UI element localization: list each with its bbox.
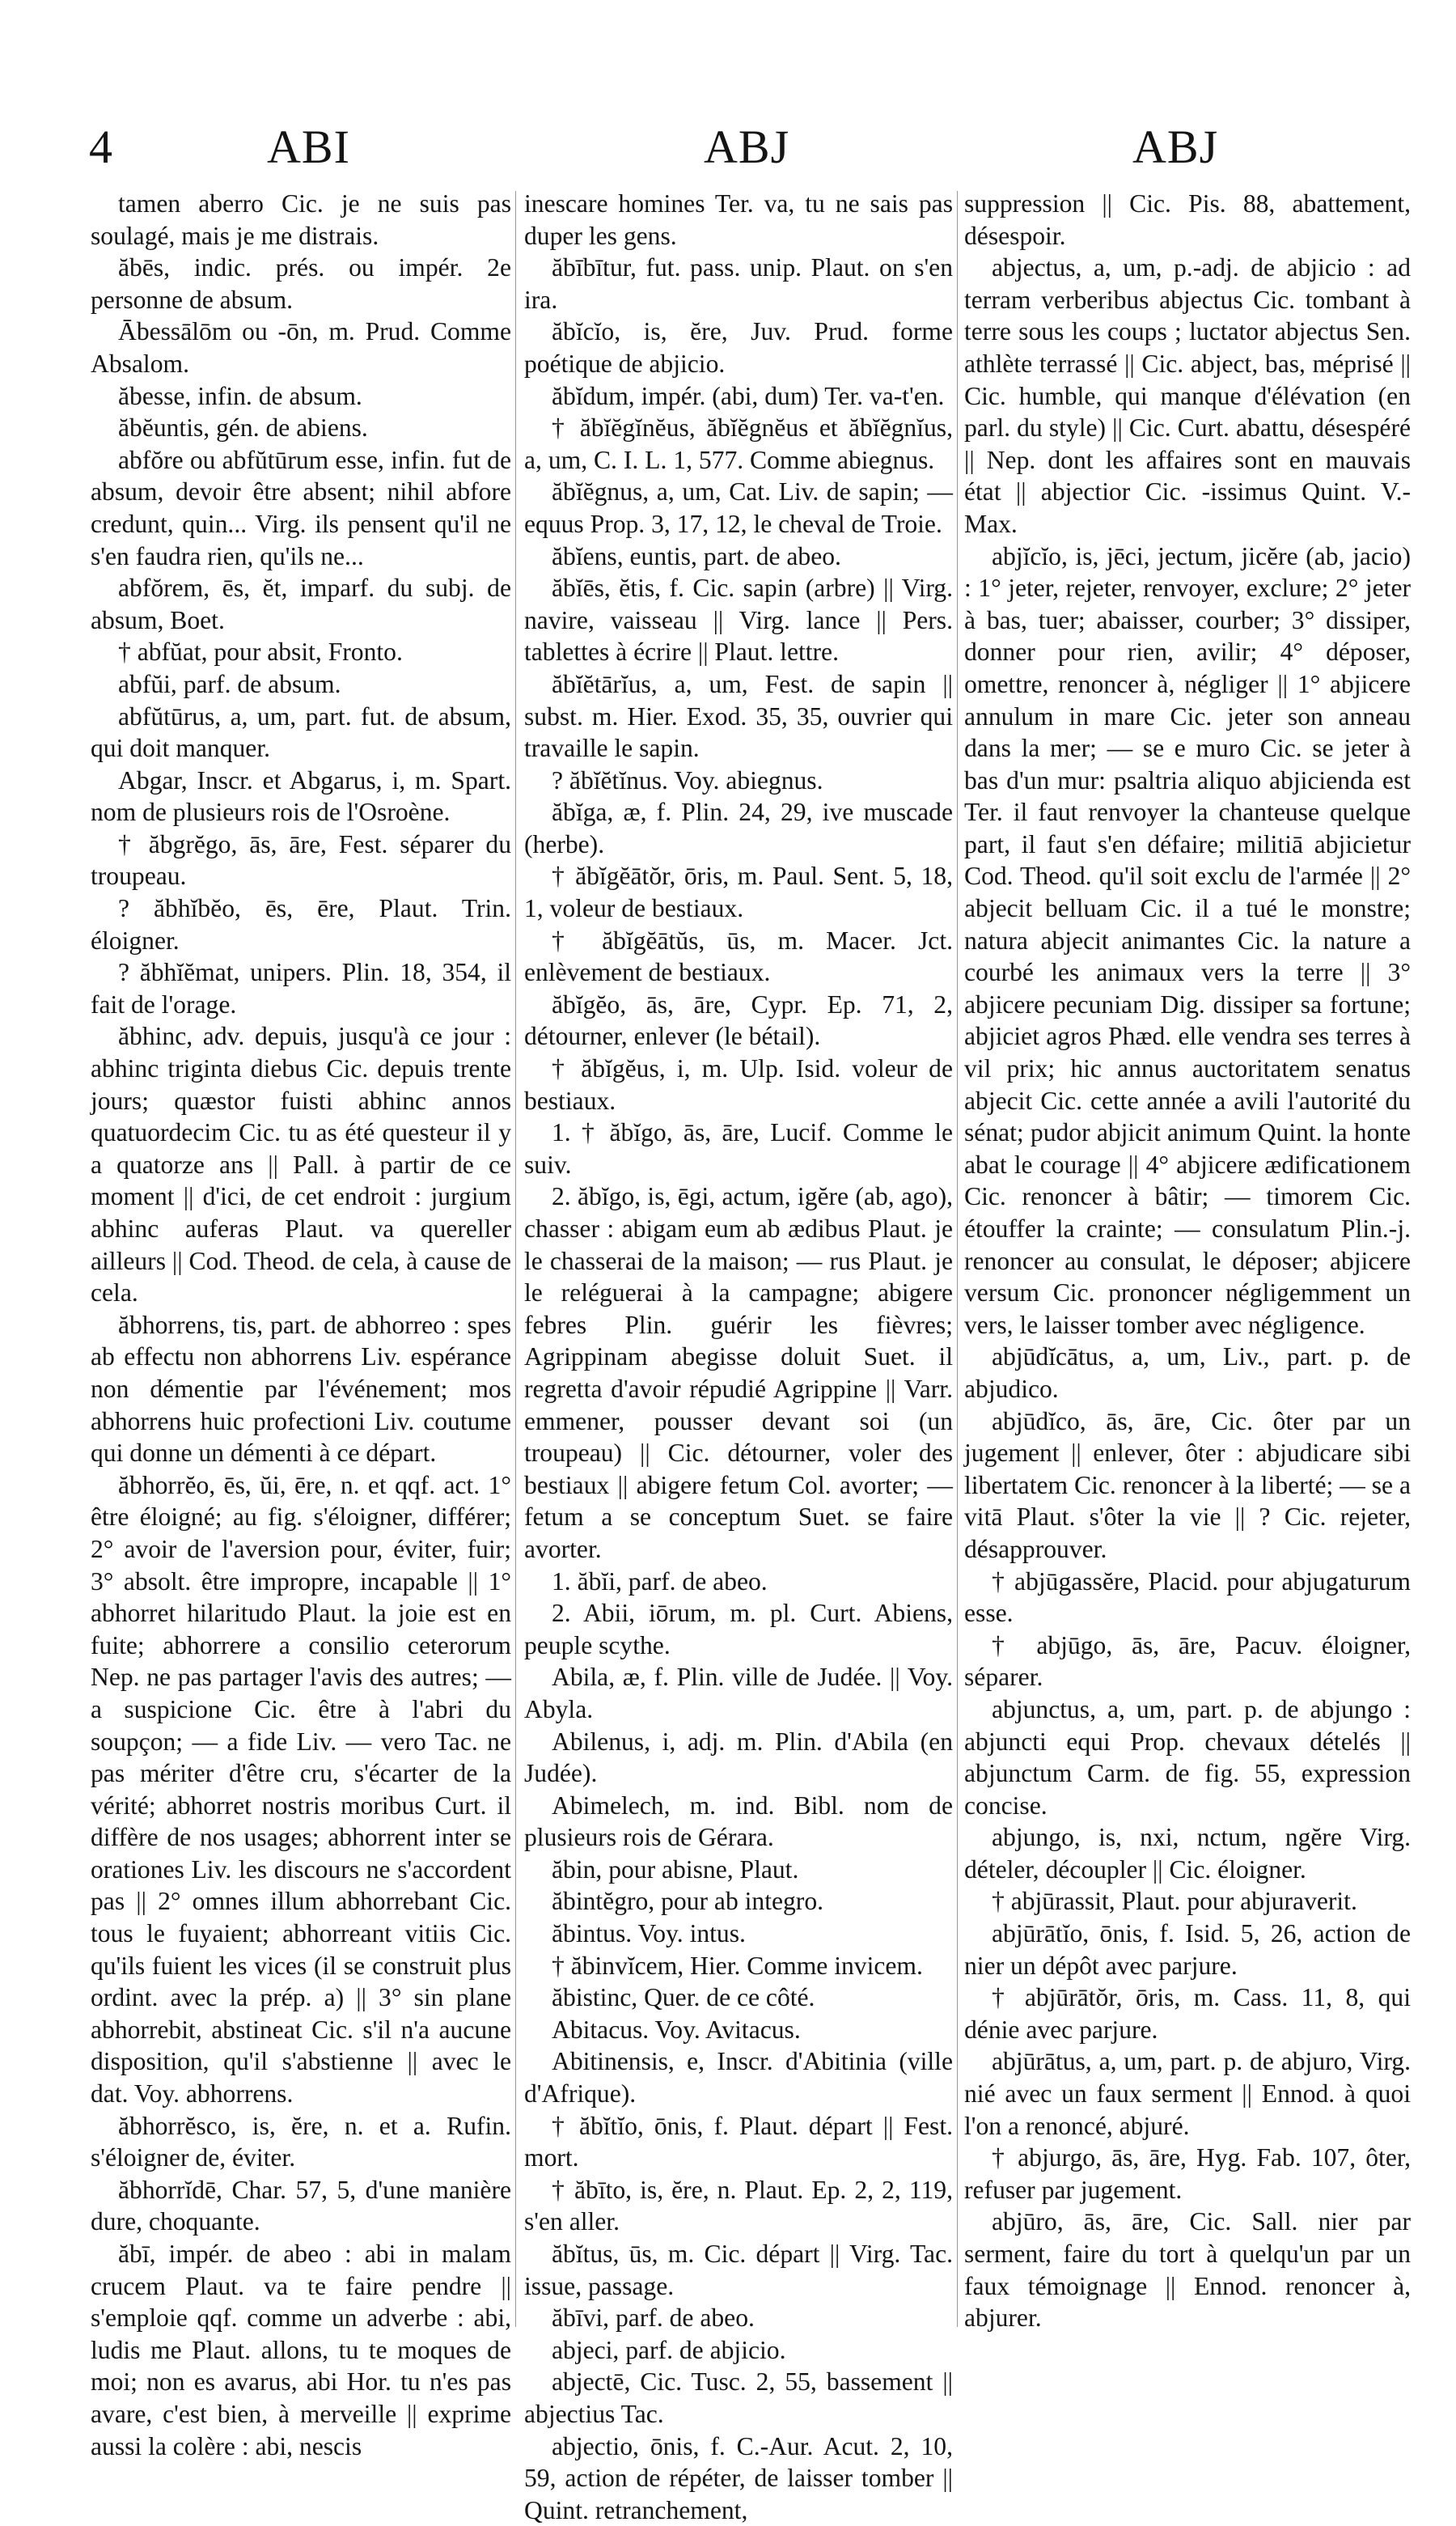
dictionary-entry: suppression || Cic. Pis. 88, abattement, désespoir. — [964, 189, 1411, 250]
dictionary-entry: ăbhorrens, tis, part. de abhorreo : spes ab effectu non abhorrens Liv. espérance non démentie par l'événement; mos abhorrens huic profectioni Liv. coutume qui donne un démenti à ce départ. — [91, 1310, 511, 1468]
dictionary-entry: Abimelech, m. ind. Bibl. nom de plusieurs rois de Gérara. — [524, 1791, 953, 1852]
dictionary-entry: abjūdĭcātus, a, um, Liv., part. p. de abjudico. — [964, 1342, 1411, 1403]
dictionary-entry: ăbĕuntis, gén. de abiens. — [118, 413, 368, 443]
dictionary-entry: † abjūgassĕre, Placid. pour abjugaturum esse. — [964, 1566, 1411, 1628]
running-header — [0, 0, 1456, 194]
dictionary-entry: ăbin, pour abisne, Plaut. — [552, 1854, 799, 1884]
dictionary-entry: ăbīvi, parf. de abeo. — [552, 2303, 755, 2333]
dictionary-entry: ăbĭgĕo, ās, āre, Cypr. Ep. 71, 2, détourner, enlever (le bétail). — [524, 990, 953, 1051]
dictionary-entry: abjūrātĭo, ōnis, f. Isid. 5, 26, action de nier un dépôt avec parjure. — [964, 1919, 1411, 1980]
dictionary-entry: abjectio, ōnis, f. C.-Aur. Acut. 2, 10, 59, action de répéter, de laisser tomber || Quint. retranchement, — [524, 2431, 953, 2524]
dictionary-entry: ăbībītur, fut. pass. unip. Plaut. on s'en ira. — [524, 253, 953, 314]
header-guide-word-left: ABI — [267, 121, 350, 173]
dictionary-entry: ăbĭtus, ūs, m. Cic. départ || Virg. Tac. issue, passage. — [524, 2240, 953, 2300]
dictionary-entry: Abilenus, i, adj. m. Plin. d'Abila (en Judée). — [524, 1727, 953, 1788]
dictionary-entry: ăbesse, infin. de absum. — [118, 381, 362, 410]
dictionary-entry: † ăbinvĭcem, Hier. Comme invicem. — [552, 1951, 923, 1980]
dictionary-entry: Abila, æ, f. Plin. ville de Judée. || Voy. Abyla. — [524, 1663, 953, 1723]
dictionary-entry: ăbĭĕtārĭus, a, um, Fest. de sapin || subst. m. Hier. Exod. 35, 35, ouvrier qui travaille le sapin. — [524, 669, 953, 763]
dictionary-entry: Ābessālōm ou -ōn, m. Prud. Comme Absalom. — [91, 317, 511, 378]
column-right — [964, 188, 1411, 2340]
dictionary-entry: abfŭtūrus, a, um, part. fut. de absum, qui doit manquer. — [91, 701, 511, 763]
dictionary-entry: abjĭcĭo, is, jēci, jectum, jicĕre (ab, jacio) : 1° jeter, rejeter, renvoyer, exclure; 2° jeter à bas, tuer; abaisser, courber; 3° dissiper, donner pour rien, avilir; 4° déposer, omettre, renoncer à, négliger || 1° abjicere annulum in mare Cic. jeter son anneau dans la mer; — se e muro Cic. se jeter à bas d'un mur: psaltria aliquo abjicienda est Ter. il faut renvoyer la chanteuse quelque part, il faut s'en défaire; militiā abjicietur Cod. Theod. qu'il soit exclu de l'armée || 2° abjecit belluam Cic. il a tué le monstre; natura abjecit animantes Cic. la nature a courbé les animaux vers la terre || 3° abjicere pecuniam Dig. dissiper sa fortune; abjiciet agros Phæd. elle vendra ses terres à vil prix; hic annus auctoritatem senatus abjecit Cic. cette année a avili l'autorité du sénat; pudor abjicit animum Quint. la honte abat le courage || 4° abjicere ædificationem Cic. renoncer à bâtir; — timorem Cic. étouffer la crainte; — consulatum Plin.-j. renoncer au consulat, le déposer; abjicere versum Cic. prononcer négligemment un vers, le laisser tomber avec négligence. — [964, 541, 1411, 1339]
dictionary-entry: † ăbgrĕgo, ās, āre, Fest. séparer du troupeau. — [91, 829, 511, 891]
dictionary-entry: † abjūgo, ās, āre, Pacuv. éloigner, séparer. — [964, 1630, 1411, 1692]
dictionary-entry: ăbistinc, Quer. de ce côté. — [552, 1983, 815, 2012]
dictionary-entry: † ăbĭgĕus, i, m. Ulp. Isid. voleur de bestiaux. — [524, 1054, 953, 1115]
dictionary-entry: 1. † ăbĭgo, ās, āre, Lucif. Comme le suiv. — [524, 1118, 953, 1179]
dictionary-entry: † abjūrātŏr, ōris, m. Cass. 11, 8, qui dénie avec parjure. — [964, 1983, 1411, 2044]
dictionary-entry: abjungo, is, nxi, nctum, ngĕre Virg. dételer, découpler || Cic. éloigner. — [964, 1823, 1411, 1884]
page-number: 4 — [89, 121, 113, 173]
dictionary-entry: abfŏre ou abfŭtūrum esse, infin. fut de absum, devoir être absent; nihil abfore credunt, quin... Virg. ils pensent qu'il ne s'en faudra rien, qu'ils ne... — [91, 445, 511, 570]
dictionary-entry: ? ăbĭĕtĭnus. Voy. abiegnus. — [552, 765, 823, 795]
dictionary-entry: † ăbĭtĭo, ōnis, f. Plaut. départ || Fest. mort. — [524, 2111, 953, 2172]
dictionary-entry: ? ăbhĭbĕo, ēs, ēre, Plaut. Trin. éloigner. — [91, 894, 511, 955]
dictionary-entry: abjūrātus, a, um, part. p. de abjuro, Virg. nié avec un faux serment || Ennod. à quoi l'on a renoncé, abjuré. — [964, 2047, 1411, 2140]
column-divider — [515, 191, 516, 2327]
dictionary-entry: 1. ăbĭi, parf. de abeo. — [552, 1566, 768, 1596]
dictionary-entry: Abgar, Inscr. et Abgarus, i, m. Spart. nom de plusieurs rois de l'Osroène. — [91, 765, 511, 827]
dictionary-entry: ăbĭdum, impér. (abi, dum) Ter. va-t'en. — [552, 381, 945, 410]
dictionary-entry: ăbĭĕgnus, a, um, Cat. Liv. de sapin; — equus Prop. 3, 17, 12, le cheval de Troie. — [524, 477, 953, 538]
dictionary-entry: inescare homines Ter. va, tu ne sais pas duper les gens. — [524, 189, 953, 250]
header-guide-word-right: ABJ — [1132, 121, 1219, 173]
dictionary-entry: Abitinensis, e, Inscr. d'Abitinia (ville d'Afrique). — [524, 2047, 953, 2109]
dictionary-entry: ăbintus. Voy. intus. — [552, 1919, 746, 1948]
dictionary-entry: ăbhinc, adv. depuis, jusqu'à ce jour : abhinc triginta diebus Cic. depuis trente jours; quæstor fuisti abhinc annos quatuordecim Cic. tu as été questeur il y a quatorze ans || Pall. à partir de ce moment || d'ici, de cet endroit : jurgium abhinc auferas Plaut. va quereller ailleurs || Cod. Theod. de cela, à cause de cela. — [91, 1022, 512, 1308]
dictionary-entry: ăbhorrĭdē, Char. 57, 5, d'une manière dure, choquante. — [91, 2175, 511, 2236]
column-left — [91, 188, 512, 2460]
dictionary-entry: ? ăbhĭĕmat, unipers. Plin. 18, 354, il fait de l'orage. — [91, 958, 511, 1019]
dictionary-entry: † abjurgo, ās, āre, Hyg. Fab. 107, ôter, refuser par jugement. — [964, 2143, 1411, 2204]
dictionary-entry: ăbhorrĕsco, is, ĕre, n. et a. Rufin. s'éloigner de, éviter. — [91, 2111, 511, 2172]
dictionary-entry: ăbhorrĕo, ēs, ŭi, ēre, n. et qqf. act. 1° être éloigné; au fig. s'éloigner, différer; 2° avoir de l'aversion pour, éviter, fuir; 3° absolt. être impropre, incapable || 1° abhorret hilaritudo Plaut. la joie est en fuite; abhorrere a consilio ceterorum Nep. ne pas partager l'avis des autres; — a suspicione Cic. être à l'abri du soupçon; — a fide Liv. — vero Tac. ne pas mériter d'être cru, s'écarter de la vérité; abhorret nostris moribus Curt. il diffère de nos usages; abhorrent inter se orationes Liv. les discours ne s'accordent pas || 2° omnes illum abhorrebant Cic. tous le fuyaient; abhorreant vitiis Cic. qu'ils fuient les vices (il se construit plus ordint. avec la prép. a) || 3° sin plane abhorrebit, abstineat Cic. s'il n'a aucune disposition, qu'il s'abstienne || avec le dat. Voy. abhorrens. — [91, 1470, 511, 2109]
dictionary-entry: abjectē, Cic. Tusc. 2, 55, bassement || abjectius Tac. — [524, 2367, 953, 2428]
dictionary-entry: 2. Abii, iōrum, m. pl. Curt. Abiens, peuple scythe. — [524, 1599, 953, 1659]
dictionary-entry: † abfŭat, pour absit, Fronto. — [118, 638, 403, 667]
dictionary-entry: ăbĭcĭo, is, ĕre, Juv. Prud. forme poétique de abjicio. — [524, 317, 953, 378]
dictionary-entry: † abjūrassit, Plaut. pour abjuraverit. — [992, 1887, 1357, 1916]
dictionary-entry: tamen aberro Cic. je ne suis pas soulagé, mais je me distrais. — [91, 189, 511, 250]
dictionary-entry: ăbĭens, euntis, part. de abeo. — [552, 541, 841, 570]
dictionary-entry: abfŏrem, ēs, ĕt, imparf. du subj. de absum, Boet. — [91, 574, 511, 634]
header-guide-word-center: ABJ — [704, 121, 790, 173]
dictionary-entry: ăbintĕgro, pour ab integro. — [552, 1887, 824, 1916]
column-middle — [524, 188, 953, 2524]
dictionary-entry: † ăbīto, is, ĕre, n. Plaut. Ep. 2, 2, 119, s'en aller. — [524, 2175, 953, 2236]
dictionary-entry: abjūdĭco, ās, āre, Cic. ôter par un jugement || enlever, ôter : abjudicare sibi libertatem Cic. renoncer à la liberté; — se a vitā Plaut. s'ôter la vie || ? Cic. rejeter, désapprouver. — [964, 1406, 1411, 1563]
dictionary-entry: abjunctus, a, um, part. p. de abjungo : abjuncti equi Prop. chevaux dételés || abjunctum Carm. de fig. 55, expression concise. — [964, 1694, 1411, 1820]
dictionary-entry: † ăbĭgĕātŭs, ūs, m. Macer. Jct. enlèvement de bestiaux. — [524, 926, 953, 987]
dictionary-entry: Abitacus. Voy. Avitacus. — [552, 2015, 801, 2044]
dictionary-entry: ăbĭga, æ, f. Plin. 24, 29, ive muscade (herbe). — [524, 798, 953, 858]
dictionary-entry: 2. ăbĭgo, is, ēgi, actum, igĕre (ab, ago), chasser : abigam eum ab ædibus Plaut. je le chasserai de la maison; — rus Plaut. je le reléguerai à la campagne; abigere febres Plin. guérir les fièvres; Agrippinam abegisse doluit Suet. il regretta d'avoir répudié Agrippine || Varr. emmener, pousser devant soi (un troupeau) || Cic. détourner, voler des bestiaux || abigere fetum Col. avorter; — fetum a se conceptum Suet. se faire avorter. — [524, 1182, 953, 1563]
dictionary-entry: ăbī, impér. de abeo : abi in malam crucem Plaut. va te faire pendre || s'emploie qqf. comme un adverbe : abi, ludis me Plaut. allons, tu te moques de moi; non es avarus, abi Hor. tu n'es pas avare, c'est bien, à merveille || exprime aussi la colère : abi, nescis — [91, 2240, 511, 2460]
column-divider — [957, 191, 958, 2327]
dictionary-entry: abjeci, parf. de abjicio. — [552, 2335, 786, 2364]
dictionary-entry: ăbēs, indic. prés. ou impér. 2e personne de absum. — [91, 253, 511, 314]
dictionary-entry: † ăbĭĕgĭnĕus, ăbĭĕgnĕus et ăbĭĕgnĭus, a, um, C. I. L. 1, 577. Comme abiegnus. — [524, 413, 953, 474]
dictionary-entry: ăbĭēs, ĕtis, f. Cic. sapin (arbre) || Virg. navire, vaisseau || Virg. lance || Pers. tablettes à écrire || Plaut. lettre. — [524, 574, 953, 667]
dictionary-entry: abjūro, ās, āre, Cic. Sall. nier par serment, faire du tort à quelqu'un par un faux témoignage || Ennod. renoncer à, abjurer. — [964, 2207, 1411, 2333]
dictionary-entry: abjectus, a, um, p.-adj. de abjicio : ad terram verberibus abjectus Cic. tombant à terre sous les coups ; luctator abjectus Sen. athlète terrassé || Cic. abject, bas, méprisé || Cic. humble, qui manque d'élévation (en parl. du style) || Cic. Curt. abattu, désespéré || Nep. dont les affaires sont en mauvais état || abjectior Cic. -issimus Quint. V.-Max. — [964, 253, 1411, 538]
dictionary-entry: abfŭi, parf. de absum. — [118, 669, 341, 698]
dictionary-entry: † ăbĭgĕātŏr, ōris, m. Paul. Sent. 5, 18, 1, voleur de bestiaux. — [524, 862, 953, 923]
